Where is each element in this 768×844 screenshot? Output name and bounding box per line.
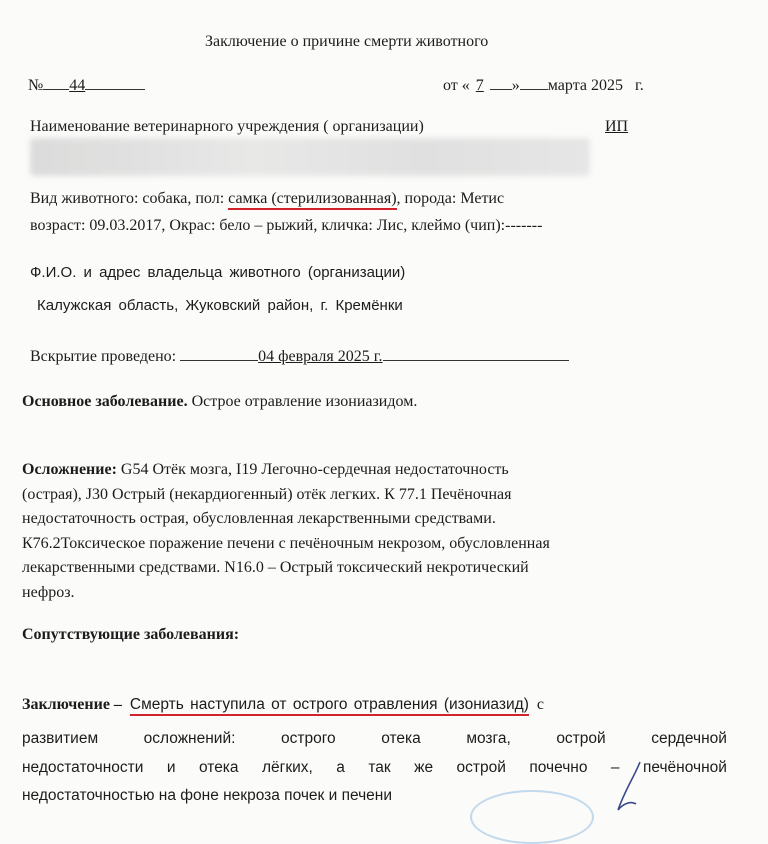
conclusion-highlight: Смерть наступила от острого отравления (изониазид) bbox=[130, 696, 529, 716]
word: острой bbox=[556, 730, 606, 747]
word: же bbox=[414, 759, 434, 776]
date-row bbox=[443, 75, 644, 96]
number-value: 44 bbox=[69, 77, 86, 94]
complications-block bbox=[22, 458, 550, 605]
main-disease-text: Острое отравление изониазидом. bbox=[187, 393, 418, 410]
word: острой bbox=[456, 759, 506, 776]
owner-label: Ф.И.О. и адрес владельца животного (организации) bbox=[30, 264, 406, 281]
word: так bbox=[368, 759, 391, 776]
date-month-year: марта 2025 bbox=[547, 77, 623, 94]
conclusion-row-2 bbox=[22, 729, 727, 749]
animal-breed: , порода: Метис bbox=[396, 190, 505, 207]
number-label: № bbox=[28, 77, 44, 94]
word: осложнений: bbox=[143, 730, 236, 747]
animal-type-label: Вид животного: собака, пол: bbox=[30, 190, 225, 207]
main-disease-label: Основное заболевание. bbox=[22, 393, 188, 410]
word: отека bbox=[381, 730, 421, 747]
word: печёночной bbox=[642, 759, 727, 776]
autopsy-label: Вскрытие проведено: bbox=[30, 348, 177, 365]
signature-icon bbox=[600, 760, 660, 815]
word: почечно bbox=[529, 759, 588, 776]
conclusion-row-1 bbox=[22, 695, 544, 715]
date-day: 7 bbox=[475, 77, 484, 94]
concomitant-label: Сопутствующие заболевания: bbox=[22, 626, 240, 643]
word: сердечной bbox=[651, 730, 727, 747]
complications-line: нефроз. bbox=[22, 583, 75, 601]
stamp-mark bbox=[470, 790, 594, 844]
animal-line-2: возраст: 09.03.2017, Окрас: бело – рыжий, кличка: Лис, клеймо (чип):------- bbox=[30, 217, 543, 234]
word: мозга, bbox=[466, 730, 511, 747]
complications-line: G54 Отёк мозга, I19 Легочно-сердечная недостаточность bbox=[116, 461, 509, 478]
complications-line: недостаточность острая, обусловленная лекарственными средствами. bbox=[22, 510, 496, 527]
word: лёгких, bbox=[262, 759, 313, 776]
word: острого bbox=[280, 730, 336, 747]
conclusion-row-4: недостаточностью на фоне некроза почек и печени bbox=[22, 787, 393, 804]
date-prefix: от « bbox=[443, 77, 470, 94]
conclusion-line1-end: с bbox=[536, 696, 544, 713]
date-suffix: г. bbox=[634, 77, 644, 94]
date-sep: » bbox=[511, 77, 520, 94]
autopsy-date: 04 февраля 2025 г. bbox=[258, 348, 383, 365]
word: и bbox=[166, 759, 176, 776]
institution-label: Наименование ветеринарного учреждения ( организации) bbox=[30, 118, 424, 135]
animal-line-1 bbox=[30, 189, 504, 209]
autopsy-row bbox=[30, 346, 569, 367]
complications-line: лекарственными средствами. N16.0 – Острый токсический некротический bbox=[22, 559, 529, 576]
word: отека bbox=[198, 759, 239, 776]
complications-line: (острая), J30 Острый (некардиогенный) отёк легких. К 77.1 Печёночная bbox=[22, 485, 512, 503]
conclusion-label: Заключение – bbox=[22, 696, 122, 713]
complications-line: К76.2Токсическое поражение печени с печёночным некрозом, обусловленная bbox=[22, 534, 550, 552]
owner-address: Калужская область, Жуковский район, г. Кремёнки bbox=[37, 297, 403, 314]
word: – bbox=[610, 759, 620, 776]
complications-label: Осложнение: bbox=[22, 461, 117, 478]
redacted-area bbox=[30, 138, 590, 176]
document-title: Заключение о причине смерти животного bbox=[205, 33, 489, 50]
number-row bbox=[28, 75, 145, 96]
word: развитием bbox=[22, 730, 99, 747]
animal-sex-highlight: самка (стерилизованная) bbox=[228, 190, 396, 210]
word: недостаточности bbox=[22, 759, 144, 776]
institution-value: ИП bbox=[605, 118, 629, 135]
main-disease-row bbox=[22, 392, 417, 412]
word: а bbox=[336, 759, 345, 776]
